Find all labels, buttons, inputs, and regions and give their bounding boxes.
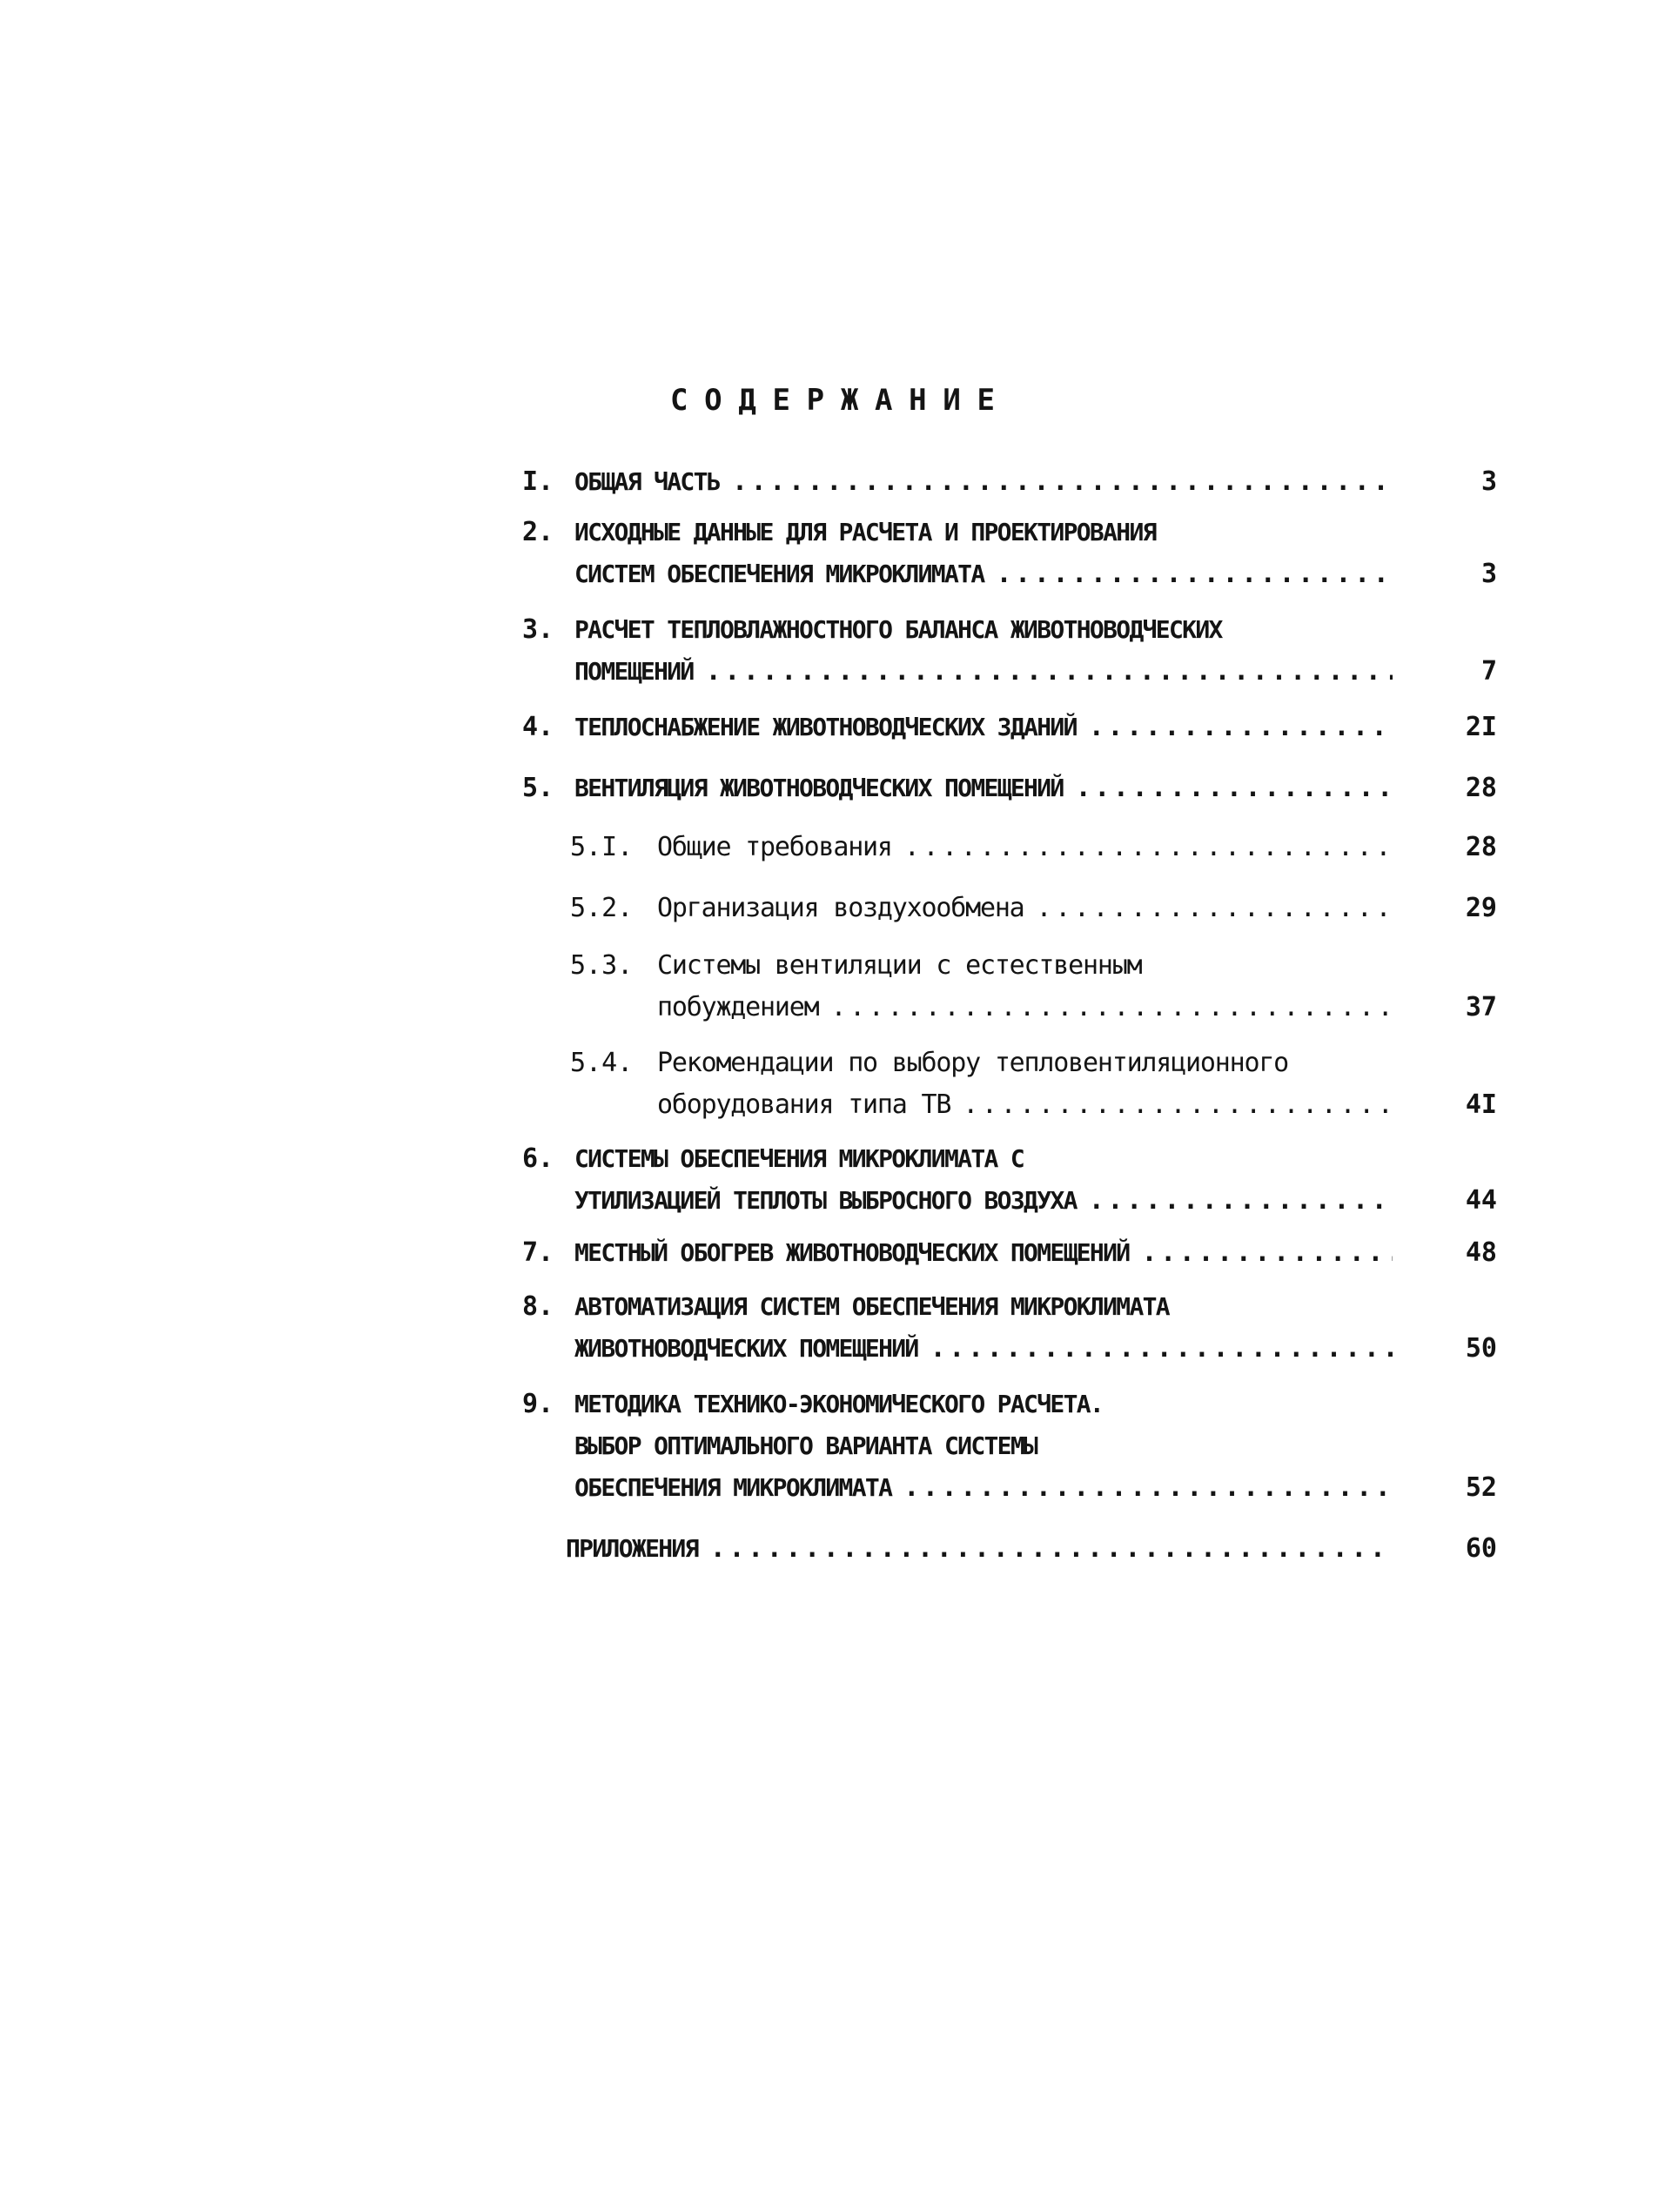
leader-dots (904, 827, 1393, 868)
leader-dots (1076, 767, 1393, 809)
toc-entry-number: 9. (522, 1389, 554, 1419)
toc-entry-number: 7. (522, 1237, 554, 1268)
toc-entry-title: СИСТЕМЫ ОБЕСПЕЧЕНИЯ МИКРОКЛИМАТА С (574, 1144, 1024, 1173)
leader-dots (830, 987, 1393, 1029)
toc-entry-number: I. (522, 466, 554, 497)
toc-entry-number: 3. (522, 614, 554, 645)
page-title: СОДЕРЖАНИЕ (669, 383, 1011, 418)
leader-dots (732, 461, 1393, 503)
toc-entry-number: 5.I. (570, 832, 634, 862)
toc-page-number: 28 (1465, 773, 1497, 803)
toc-page-number: 29 (1465, 893, 1497, 923)
toc-page-number: 2I (1465, 712, 1497, 742)
toc-entry-title-continued: ПОМЕЩЕНИЙ (574, 657, 694, 686)
toc-entry-title: ИСХОДНЫЕ ДАННЫЕ ДЛЯ РАСЧЕТА И ПРОЕКТИРОВАНИЯ (574, 518, 1156, 546)
leader-dots (963, 1084, 1393, 1126)
leader-dots (997, 553, 1393, 595)
toc-entry-title: Рекомендации по выбору тепловентиляционного (657, 1048, 1289, 1078)
toc-entry-number: 2. (522, 517, 554, 547)
toc-entry-number: 8. (522, 1291, 554, 1322)
toc-page-number: 50 (1465, 1333, 1497, 1364)
toc-entry-title: Организация воздухообмена (657, 893, 1024, 923)
toc-page-number: 3 (1480, 559, 1497, 589)
toc-entry-title: АВТОМАТИЗАЦИЯ СИСТЕМ ОБЕСПЕЧЕНИЯ МИКРОКЛИМАТА (574, 1292, 1169, 1321)
toc-entry-title: Общие требования (657, 832, 892, 862)
leader-dots (706, 651, 1393, 693)
toc-entry-number: 5.2. (570, 893, 634, 923)
toc-entry-number: 5.3. (570, 950, 634, 981)
toc-entry-title-continued: побуждением (657, 992, 819, 1022)
leader-dots (930, 1328, 1393, 1370)
toc-entry-title-continued: ЖИВОТНОВОДЧЕСКИХ ПОМЕЩЕНИЙ (574, 1334, 918, 1363)
toc-page-number: 60 (1465, 1533, 1497, 1564)
toc-entry-number: 5. (522, 773, 554, 803)
toc-entry-number: 6. (522, 1143, 554, 1174)
toc-entry-title: ПРИЛОЖЕНИЯ (566, 1534, 698, 1563)
toc-entry-title: МЕТОДИКА ТЕХНИКО-ЭКОНОМИЧЕСКОГО РАСЧЕТА. (574, 1390, 1104, 1418)
leader-dots (1037, 888, 1393, 929)
toc-entry-title: МЕСТНЫЙ ОБОГРЕВ ЖИВОТНОВОДЧЕСКИХ ПОМЕЩЕНИЙ (574, 1238, 1130, 1267)
toc-entry-title-continued: СИСТЕМ ОБЕСПЕЧЕНИЯ МИКРОКЛИМАТА (574, 560, 984, 588)
toc-entry-title-continued: УТИЛИЗАЦИЕЙ ТЕПЛОТЫ ВЫБРОСНОГО ВОЗДУХА (574, 1186, 1077, 1215)
toc-entry-title-continued: ОБЕСПЕЧЕНИЯ МИКРОКЛИМАТА (574, 1473, 892, 1502)
toc-page-number: 4I (1465, 1089, 1497, 1120)
toc-page-number: 7 (1480, 656, 1497, 687)
toc-entry-title: Системы вентиляции с естественным (657, 950, 1142, 981)
toc-page-number: 52 (1465, 1472, 1497, 1503)
toc-entry-title-continued: оборудования типа ТВ (657, 1089, 951, 1120)
toc-entry-title: ТЕПЛОСНАБЖЕНИЕ ЖИВОТНОВОДЧЕСКИХ ЗДАНИЙ (574, 713, 1077, 741)
leader-dots (1089, 1180, 1393, 1222)
leader-dots (710, 1528, 1393, 1570)
leader-dots (1141, 1232, 1393, 1274)
leader-dots (1089, 707, 1393, 748)
leader-dots (903, 1467, 1393, 1509)
toc-entry-number: 4. (522, 712, 554, 742)
toc-entry-title: ВЕНТИЛЯЦИЯ ЖИВОТНОВОДЧЕСКИХ ПОМЕЩЕНИЙ (574, 774, 1064, 802)
toc-page-number: 3 (1480, 466, 1497, 497)
toc-page-number: 44 (1465, 1185, 1497, 1216)
toc-entry-title-continued: ВЫБОР ОПТИМАЛЬНОГО ВАРИАНТА СИСТЕМЫ (574, 1431, 1037, 1460)
toc-page-number: 28 (1465, 832, 1497, 862)
toc-page-number: 37 (1465, 992, 1497, 1022)
toc-entry-title: ОБЩАЯ ЧАСТЬ (574, 467, 720, 496)
toc-page-number: 48 (1465, 1237, 1497, 1268)
toc-entry-title: РАСЧЕТ ТЕПЛОВЛАЖНОСТНОГО БАЛАНСА ЖИВОТНОВОДЧЕСКИХ (574, 615, 1222, 644)
toc-entry-number: 5.4. (570, 1048, 634, 1078)
